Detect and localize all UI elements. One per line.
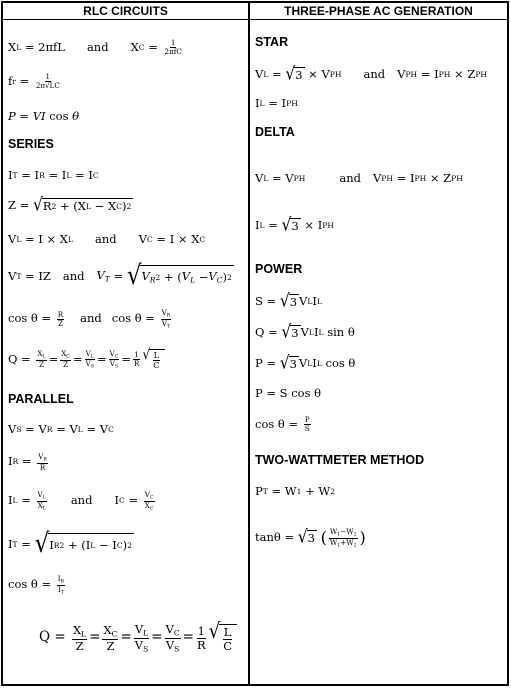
series-power-factor-formulas: cos θ = $\frac{R}{Z}$ and cos θ = $\frac{V_R}{V_T}$	[8, 308, 171, 329]
formula-sheet	[1, 1, 509, 686]
star-voltage-formulas: V L = √ 3 × V PH and V PH = I PH × Z PH	[255, 63, 488, 85]
parallel-branch-current-formulas: I L = $\frac{V_L}{X_L}$ and I C = $\frac{V_C}{X_C}$	[8, 490, 154, 511]
parallel-power-factor-formula: cos θ = $\frac{I_R}{I_T}$	[8, 574, 65, 595]
star-heading: STAR	[255, 35, 289, 49]
parallel-voltage-formula: V S = V R = V L = V C	[8, 422, 114, 436]
delta-heading: DELTA	[255, 125, 295, 139]
parallel-q-factor-formula: Q = $\frac{X_L}{Z}$ = $\frac{X_C}{Z}$ = $\frac{V_L}{V_S}$ = $\frac{V_C}{V_S}$ = $\frac{1}{R}$ √ $\frac{L}{C}$	[39, 623, 237, 653]
power-triangle-formula: P = S cos θ	[255, 386, 322, 400]
and-connector: and	[95, 232, 117, 246]
left-column-title: RLC CIRCUITS	[83, 4, 168, 18]
power-formula: P = VI cos θ	[8, 109, 80, 123]
total-power-formula: P T = W 1 + W 2	[255, 484, 336, 498]
and-connector: and	[62, 268, 85, 283]
real-power-formula: P = √ 3 V L I L cos θ	[255, 352, 356, 374]
and-connector: and	[70, 493, 93, 508]
parallel-heading: PARALLEL	[8, 392, 74, 406]
reactance-formulas: X L = 2πfL and X C = $\frac{1}{\text{2πfC}}$	[8, 38, 182, 56]
apparent-power-formula: S = √ 3 V L I L	[255, 290, 322, 312]
series-total-voltage-formulas: V T = IZ and $V_T$ = √ $V_R$ 2 + ( $V_L$ − $V_C$ ) 2	[8, 260, 232, 291]
column-divider	[248, 3, 250, 684]
power-heading: POWER	[255, 262, 303, 276]
star-current-formula: I L = I PH	[255, 96, 298, 110]
delta-voltage-formulas: V L = V PH and V PH = I PH × Z PH	[255, 171, 463, 185]
and-connector: and	[339, 171, 361, 185]
two-wattmeter-angle-formula: tanθ = √ 3 ( $\frac{W_1-W_2}{W_1+W_2}$ )	[255, 526, 366, 548]
and-connector: and	[80, 311, 102, 326]
series-voltage-drop-formulas: V L = I × X L and V C = I × X C	[8, 232, 206, 246]
delta-current-formula: I L = √ 3 × I PH	[255, 214, 334, 236]
resonant-frequency-formula: f r = $\frac{1}{2\pi√LC}$	[8, 72, 60, 90]
series-impedance-formula: Z = √ R 2 + (X L − X C ) 2	[8, 194, 132, 216]
and-connector: and	[363, 67, 386, 82]
two-wattmeter-heading: TWO-WATTMETER METHOD	[255, 453, 425, 467]
three-phase-power-factor-formula: cos θ = $\frac{P}{S}$	[255, 415, 310, 433]
right-column-title: THREE-PHASE AC GENERATION	[284, 4, 473, 18]
and-connector: and	[86, 39, 109, 54]
header-rule	[3, 19, 507, 20]
series-q-factor-formula: Q = $\frac{X_L}{Z}$ = $\frac{X_C}{Z}$ = $\frac{V_L}{V_S}$ = $\frac{V_C}{V_S}$ = $\frac{1}{R}$ √ $\frac{L}{C}$	[8, 349, 165, 370]
series-current-formula: I T = I R = I L = I C	[8, 168, 99, 182]
series-heading: SERIES	[8, 137, 54, 151]
parallel-resistor-current-formula: I R = $\frac{V_R}{R}$	[8, 452, 47, 472]
reactive-power-formula: Q = √ 3 V L I L sin θ	[255, 321, 355, 343]
parallel-total-current-formula: I T = √ I R 2 + (I L − I C ) 2	[8, 528, 132, 559]
